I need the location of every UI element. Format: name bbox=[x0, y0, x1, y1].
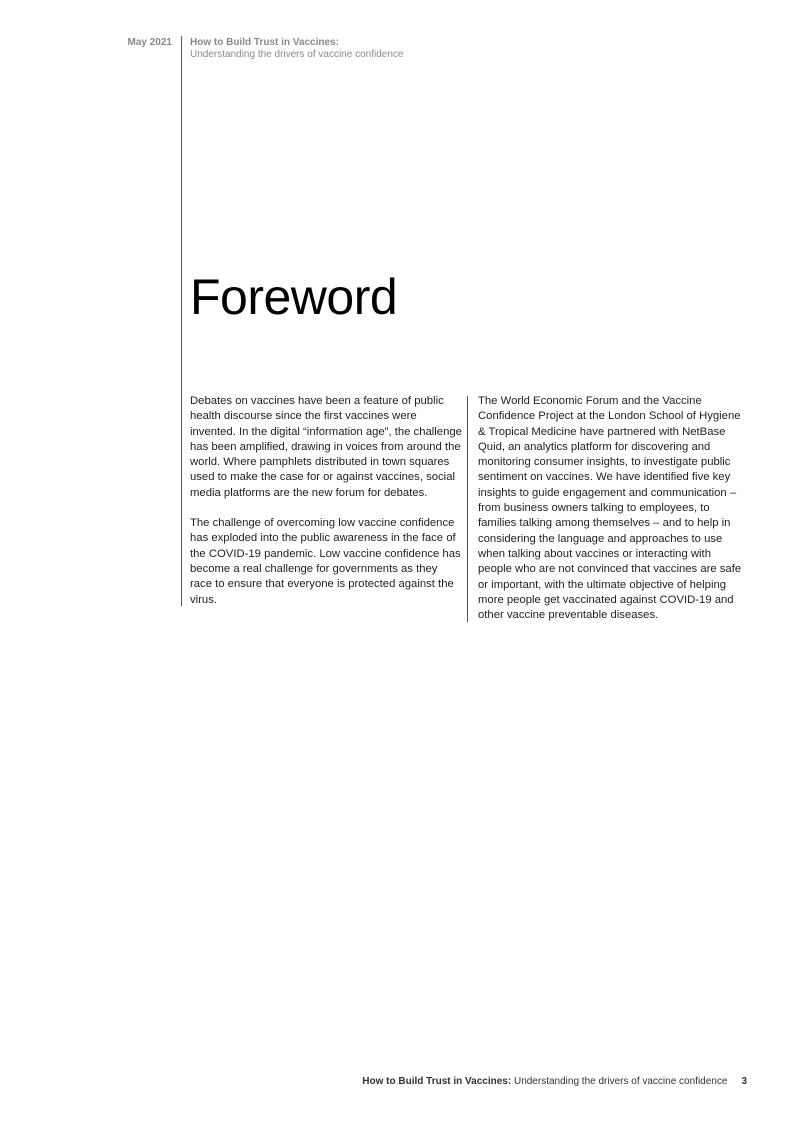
footer-subtitle: Understanding the drivers of vaccine confidence bbox=[511, 1076, 728, 1087]
right-column bbox=[478, 394, 748, 638]
page-footer bbox=[362, 1076, 747, 1087]
paragraph: Debates on vaccines have been a feature of public health discourse since the first vaccines were invented. In the digital “information age”, the challenge has been amplified, drawing in voices from around the world. Where pamphlets distributed in town squares used to make the case for or against vaccines, social media platforms are the new forum for debates. bbox=[190, 395, 462, 499]
header-subtitle: Understanding the drivers of vaccine confidence bbox=[190, 49, 404, 60]
page-number: 3 bbox=[741, 1076, 747, 1087]
footer-title: How to Build Trust in Vaccines: bbox=[362, 1076, 512, 1087]
column-divider bbox=[467, 396, 468, 622]
header-title: How to Build Trust in Vaccines: bbox=[190, 37, 339, 48]
paragraph: The World Economic Forum and the Vaccine Confidence Project at the London School of Hygiene & Tropical Medicine have partnered with NetBase Quid, an analytics platform for discovering and monitoring consumer insights, to investigate public sentiment on vaccines. We have identified five key insights to guide engagement and communication – from business owners talking to employees, to families talking among themselves – and to help in considering the language and approaches to use when talking about vaccines or interacting with people who are not convinced that vaccines are safe or important, with the ultimate objective of helping more people get vaccinated against COVID-19 and other vaccine preventable diseases. bbox=[478, 395, 742, 622]
header-date: May 2021 bbox=[127, 37, 172, 48]
header-divider bbox=[181, 36, 182, 606]
page-title: Foreword bbox=[190, 269, 398, 325]
left-column bbox=[190, 394, 462, 623]
paragraph: The challenge of overcoming low vaccine confidence has exploded into the public awareness in the face of the COVID-19 pandemic. Low vaccine confidence has become a real challenge for governments as they race to ensure that everyone is protected against the virus. bbox=[190, 517, 461, 606]
